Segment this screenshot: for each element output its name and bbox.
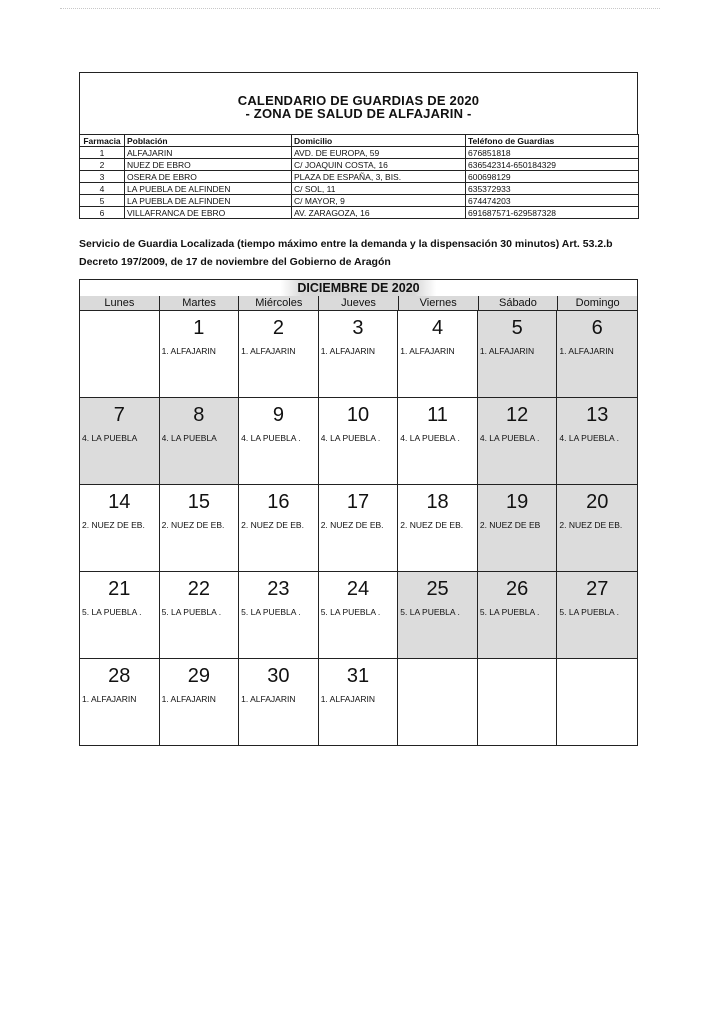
on-duty-pharmacy: 1. ALFAJARIN (320, 346, 376, 356)
calendar-day-cell (80, 571, 160, 658)
pharmacy-phone: 676851818 (466, 147, 639, 159)
document-title: CALENDARIO DE GUARDIAS DE 2020 (237, 93, 480, 108)
calendar-day-cell (319, 310, 399, 397)
pharmacy-table (79, 134, 639, 219)
weekday-label: Viernes (399, 296, 479, 310)
calendar-day-cell (160, 310, 240, 397)
calendar-day-cell (319, 484, 399, 571)
pharmacy-town: VILLAFRANCA DE EBRO (125, 207, 292, 219)
day-number: 17 (346, 491, 370, 513)
on-duty-pharmacy: 2. NUEZ DE EB. (559, 520, 623, 530)
document-header (79, 72, 638, 134)
on-duty-pharmacy: 1. ALFAJARIN (479, 346, 535, 356)
day-number: 14 (108, 491, 131, 513)
day-number: 1 (193, 317, 205, 339)
day-number: 12 (506, 404, 529, 426)
pharmacy-phone: 635372933 (466, 183, 639, 195)
on-duty-pharmacy: 2. NUEZ DE EB. (161, 520, 225, 530)
calendar-day-cell (160, 397, 240, 484)
on-duty-pharmacy: 1. ALFAJARIN (320, 694, 376, 704)
pharmacy-row (80, 171, 639, 183)
day-number: 19 (506, 491, 529, 513)
day-number: 8 (193, 404, 205, 426)
calendar-day-cell (398, 658, 478, 745)
calendar-day-cell (80, 658, 160, 745)
pharmacy-row (80, 147, 639, 159)
pharmacy-address: PLAZA DE ESPAÑA, 3, BIS. (292, 171, 466, 183)
calendar-day-cell (557, 658, 637, 745)
day-number: 4 (432, 317, 444, 339)
weekday-label: Lunes (80, 296, 160, 310)
day-number: 31 (346, 665, 370, 687)
on-duty-pharmacy: 4. LA PUEBLA . (241, 433, 301, 443)
on-duty-pharmacy: 1. ALFAJARIN (82, 694, 137, 704)
service-note: Servicio de Guardia Localizada (tiempo máximo entre la demanda y la dispensación 30 minutos) Art. 53.2.b (79, 238, 613, 250)
on-duty-pharmacy: 5. LA PUEBLA . (559, 607, 619, 617)
on-duty-pharmacy: 4. LA PUEBLA . (400, 433, 460, 443)
pharmacy-town: NUEZ DE EBRO (125, 159, 292, 171)
on-duty-pharmacy: 1. ALFAJARIN (241, 694, 296, 704)
weekday-label: Domingo (558, 296, 637, 310)
day-number: 2 (272, 317, 284, 339)
calendar-day-cell (478, 658, 558, 745)
calendar-day-cell (239, 484, 319, 571)
calendar-day-cell (557, 484, 637, 571)
pharmacy-town: ALFAJARIN (125, 147, 292, 159)
on-duty-pharmacy: 2. NUEZ DE EB. (400, 520, 464, 530)
calendar-day-cell (478, 397, 558, 484)
pharmacy-address: AV. ZARAGOZA, 16 (292, 207, 466, 219)
column-header: Domicilio (292, 135, 466, 147)
column-header: Farmacia (80, 135, 125, 147)
pharmacy-number: 5 (80, 195, 125, 207)
calendar-day-cell (319, 571, 399, 658)
on-duty-pharmacy: 1. ALFAJARIN (161, 346, 216, 356)
calendar-day-cell (239, 658, 319, 745)
on-duty-pharmacy: 1. ALFAJARIN (400, 346, 455, 356)
day-number: 13 (586, 404, 609, 426)
day-number: 16 (267, 491, 290, 513)
pharmacy-address: C/ MAYOR, 9 (292, 195, 466, 207)
weekday-label: Sábado (479, 296, 559, 310)
pharmacy-phone: 600698129 (466, 171, 639, 183)
weekday-header-row (80, 296, 637, 310)
calendar-month-title: DICIEMBRE DE 2020 (80, 280, 637, 296)
calendar-day-cell (160, 484, 240, 571)
on-duty-pharmacy: 5. LA PUEBLA . (241, 607, 301, 617)
calendar-day-cell (319, 397, 399, 484)
day-number: 21 (108, 578, 131, 600)
calendar-day-cell (478, 484, 558, 571)
decree-note: Decreto 197/2009, de 17 de noviembre del Gobierno de Aragón (79, 256, 391, 268)
day-number: 11 (427, 404, 448, 426)
calendar-day-cell (160, 571, 240, 658)
calendar-day-cell (319, 658, 399, 745)
calendar-day-cell (398, 571, 478, 658)
weekday-label: Martes (160, 296, 240, 310)
day-number: 20 (586, 491, 609, 513)
pharmacy-row (80, 207, 639, 219)
on-duty-pharmacy: 5. LA PUEBLA . (400, 607, 460, 617)
pharmacy-phone: 691687571-629587328 (466, 207, 639, 219)
on-duty-pharmacy: 5. LA PUEBLA . (320, 607, 381, 617)
document-subtitle: - ZONA DE SALUD DE ALFAJARIN - (245, 106, 472, 121)
pharmacy-address: C/ SOL, 11 (292, 183, 466, 195)
on-duty-pharmacy: 4. LA PUEBLA (82, 433, 138, 443)
pharmacy-town: LA PUEBLA DE ALFINDEN (125, 195, 292, 207)
calendar-day-cell (557, 310, 637, 397)
day-number: 7 (113, 404, 125, 426)
calendar-day-cell (478, 571, 558, 658)
weekday-label: Miércoles (239, 296, 319, 310)
calendar-day-cell (398, 484, 478, 571)
calendar-day-cell (80, 310, 160, 397)
day-number: 23 (267, 578, 290, 600)
calendar-grid (80, 310, 637, 745)
calendar-day-cell (557, 397, 637, 484)
on-duty-pharmacy: 2. NUEZ DE EB. (320, 520, 384, 530)
day-number: 29 (187, 665, 210, 687)
day-number: 9 (272, 404, 284, 426)
calendar-day-cell (557, 571, 637, 658)
pharmacy-row (80, 159, 639, 171)
on-duty-pharmacy: 1. ALFAJARIN (241, 346, 296, 356)
pharmacy-number: 3 (80, 171, 125, 183)
day-number: 5 (511, 317, 523, 339)
calendar-day-cell (160, 658, 240, 745)
calendar-day-cell (239, 571, 319, 658)
calendar-day-cell (80, 484, 160, 571)
on-duty-pharmacy: 2. NUEZ DE EB. (82, 520, 145, 530)
calendar-day-cell (398, 310, 478, 397)
on-duty-pharmacy: 1. ALFAJARIN (161, 694, 216, 704)
calendar-day-cell (478, 310, 558, 397)
on-duty-pharmacy: 5. LA PUEBLA . (161, 607, 222, 617)
pharmacy-number: 2 (80, 159, 125, 171)
scan-top-edge (60, 8, 660, 9)
pharmacy-row (80, 195, 639, 207)
on-duty-pharmacy: 2. NUEZ DE EB. (241, 520, 304, 530)
day-number: 25 (426, 578, 449, 600)
on-duty-pharmacy: 2. NUEZ DE EB (479, 520, 541, 530)
on-duty-pharmacy: 5. LA PUEBLA . (479, 607, 540, 617)
day-number: 26 (506, 578, 529, 600)
on-duty-pharmacy: 1. ALFAJARIN (559, 346, 614, 356)
day-number: 24 (346, 578, 370, 600)
pharmacy-number: 1 (80, 147, 125, 159)
pharmacy-number: 6 (80, 207, 125, 219)
day-number: 30 (267, 665, 290, 687)
day-number: 3 (352, 317, 364, 339)
pharmacy-row (80, 183, 639, 195)
on-duty-pharmacy: 4. LA PUEBLA . (559, 433, 619, 443)
on-duty-pharmacy: 4. LA PUEBLA . (479, 433, 540, 443)
pharmacy-town: OSERA DE EBRO (125, 171, 292, 183)
pharmacy-address: AVD. DE EUROPA, 59 (292, 147, 466, 159)
day-number: 18 (426, 491, 449, 513)
pharmacy-phone: 636542314-650184329 (466, 159, 639, 171)
column-header: Teléfono de Guardias (466, 135, 639, 147)
pharmacy-number: 4 (80, 183, 125, 195)
day-number: 22 (187, 578, 210, 600)
day-number: 27 (586, 578, 609, 600)
calendar-day-cell (239, 397, 319, 484)
column-header: Población (125, 135, 292, 147)
pharmacy-address: C/ JOAQUIN COSTA, 16 (292, 159, 466, 171)
calendar-day-cell (398, 397, 478, 484)
day-number: 28 (108, 665, 131, 687)
on-duty-pharmacy: 4. LA PUEBLA . (320, 433, 381, 443)
calendar (79, 279, 638, 746)
pharmacy-table-header (80, 135, 639, 147)
pharmacy-town: LA PUEBLA DE ALFINDEN (125, 183, 292, 195)
day-number: 6 (591, 317, 603, 339)
on-duty-pharmacy: 4. LA PUEBLA (161, 433, 217, 443)
calendar-day-cell (80, 397, 160, 484)
pharmacy-phone: 674474203 (466, 195, 639, 207)
on-duty-pharmacy: 5. LA PUEBLA . (82, 607, 142, 617)
weekday-label: Jueves (319, 296, 399, 310)
calendar-day-cell (239, 310, 319, 397)
day-number: 10 (346, 404, 370, 426)
day-number: 15 (187, 491, 210, 513)
